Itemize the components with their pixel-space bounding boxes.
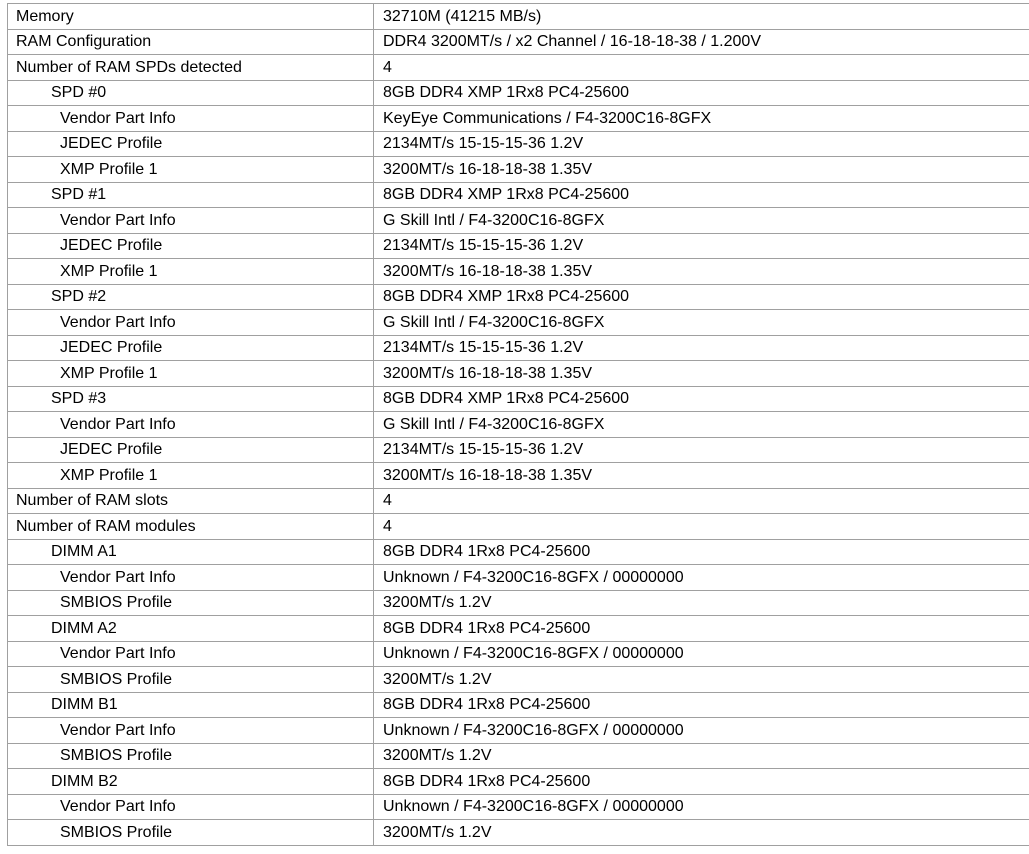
row-label: Vendor Part Info: [8, 310, 374, 336]
row-label: JEDEC Profile: [8, 437, 374, 463]
row-value: Unknown / F4-3200C16-8GFX / 00000000: [374, 565, 1029, 591]
table-row: [8, 361, 1029, 387]
row-label: JEDEC Profile: [8, 131, 374, 157]
row-value: Unknown / F4-3200C16-8GFX / 00000000: [374, 641, 1029, 667]
row-value: 4: [374, 514, 1029, 540]
table-row: [8, 794, 1029, 820]
row-label: Memory: [8, 4, 374, 30]
row-label: DIMM B2: [8, 769, 374, 795]
row-label: Vendor Part Info: [8, 208, 374, 234]
row-label: JEDEC Profile: [8, 233, 374, 259]
table-row: [8, 437, 1029, 463]
row-label: Number of RAM modules: [8, 514, 374, 540]
table-row: [8, 55, 1029, 81]
row-label: XMP Profile 1: [8, 157, 374, 183]
row-value: 8GB DDR4 1Rx8 PC4-25600: [374, 769, 1029, 795]
table-row: [8, 310, 1029, 336]
row-label: Vendor Part Info: [8, 106, 374, 132]
row-value: 8GB DDR4 XMP 1Rx8 PC4-25600: [374, 182, 1029, 208]
row-value: 2134MT/s 15-15-15-36 1.2V: [374, 437, 1029, 463]
row-value: 4: [374, 488, 1029, 514]
row-label: DIMM A1: [8, 539, 374, 565]
row-value: G Skill Intl / F4-3200C16-8GFX: [374, 412, 1029, 438]
row-label: Number of RAM slots: [8, 488, 374, 514]
row-label: JEDEC Profile: [8, 335, 374, 361]
table-row: [8, 718, 1029, 744]
row-value: 3200MT/s 16-18-18-38 1.35V: [374, 361, 1029, 387]
row-value: G Skill Intl / F4-3200C16-8GFX: [374, 208, 1029, 234]
row-label: SPD #1: [8, 182, 374, 208]
table-row: [8, 208, 1029, 234]
table-row: [8, 182, 1029, 208]
table-row: [8, 386, 1029, 412]
table-row: [8, 106, 1029, 132]
table-row: [8, 29, 1029, 55]
row-label: SPD #3: [8, 386, 374, 412]
row-label: Vendor Part Info: [8, 565, 374, 591]
row-value: G Skill Intl / F4-3200C16-8GFX: [374, 310, 1029, 336]
row-value: 8GB DDR4 XMP 1Rx8 PC4-25600: [374, 386, 1029, 412]
table-row: [8, 769, 1029, 795]
row-value: 3200MT/s 16-18-18-38 1.35V: [374, 463, 1029, 489]
table-row: [8, 820, 1029, 846]
table-row: [8, 284, 1029, 310]
memory-spec-table: [7, 3, 1029, 846]
table-row: [8, 514, 1029, 540]
table-row: [8, 667, 1029, 693]
row-label: Vendor Part Info: [8, 794, 374, 820]
row-value: 8GB DDR4 1Rx8 PC4-25600: [374, 539, 1029, 565]
row-value: Unknown / F4-3200C16-8GFX / 00000000: [374, 794, 1029, 820]
row-label: DIMM A2: [8, 616, 374, 642]
table-row: [8, 80, 1029, 106]
table-row: [8, 539, 1029, 565]
table-row: [8, 641, 1029, 667]
row-label: SPD #0: [8, 80, 374, 106]
table-row: [8, 259, 1029, 285]
row-label: DIMM B1: [8, 692, 374, 718]
row-label: RAM Configuration: [8, 29, 374, 55]
row-value: 32710M (41215 MB/s): [374, 4, 1029, 30]
row-label: SMBIOS Profile: [8, 743, 374, 769]
row-value: 3200MT/s 1.2V: [374, 820, 1029, 846]
table-row: [8, 463, 1029, 489]
row-label: XMP Profile 1: [8, 463, 374, 489]
row-label: Vendor Part Info: [8, 641, 374, 667]
row-label: XMP Profile 1: [8, 361, 374, 387]
memory-spec-table-body: [8, 4, 1029, 846]
row-value: 8GB DDR4 XMP 1Rx8 PC4-25600: [374, 284, 1029, 310]
row-label: SMBIOS Profile: [8, 590, 374, 616]
table-row: [8, 692, 1029, 718]
row-value: 2134MT/s 15-15-15-36 1.2V: [374, 131, 1029, 157]
row-value: 2134MT/s 15-15-15-36 1.2V: [374, 335, 1029, 361]
row-label: Vendor Part Info: [8, 412, 374, 438]
row-label: SPD #2: [8, 284, 374, 310]
row-value: 3200MT/s 1.2V: [374, 743, 1029, 769]
row-value: Unknown / F4-3200C16-8GFX / 00000000: [374, 718, 1029, 744]
table-row: [8, 4, 1029, 30]
row-value: 4: [374, 55, 1029, 81]
table-row: [8, 565, 1029, 591]
row-label: XMP Profile 1: [8, 259, 374, 285]
row-value: 3200MT/s 1.2V: [374, 590, 1029, 616]
row-value: 3200MT/s 16-18-18-38 1.35V: [374, 259, 1029, 285]
table-row: [8, 590, 1029, 616]
row-value: DDR4 3200MT/s / x2 Channel / 16-18-18-38 / 1.200V: [374, 29, 1029, 55]
row-value: 3200MT/s 1.2V: [374, 667, 1029, 693]
row-value: 2134MT/s 15-15-15-36 1.2V: [374, 233, 1029, 259]
table-row: [8, 743, 1029, 769]
row-value: 8GB DDR4 1Rx8 PC4-25600: [374, 692, 1029, 718]
row-value: KeyEye Communications / F4-3200C16-8GFX: [374, 106, 1029, 132]
row-value: 8GB DDR4 XMP 1Rx8 PC4-25600: [374, 80, 1029, 106]
table-row: [8, 233, 1029, 259]
table-row: [8, 616, 1029, 642]
table-row: [8, 157, 1029, 183]
table-row: [8, 488, 1029, 514]
row-value: 3200MT/s 16-18-18-38 1.35V: [374, 157, 1029, 183]
row-value: 8GB DDR4 1Rx8 PC4-25600: [374, 616, 1029, 642]
row-label: SMBIOS Profile: [8, 820, 374, 846]
table-row: [8, 412, 1029, 438]
table-row: [8, 335, 1029, 361]
row-label: Vendor Part Info: [8, 718, 374, 744]
row-label: Number of RAM SPDs detected: [8, 55, 374, 81]
table-row: [8, 131, 1029, 157]
row-label: SMBIOS Profile: [8, 667, 374, 693]
